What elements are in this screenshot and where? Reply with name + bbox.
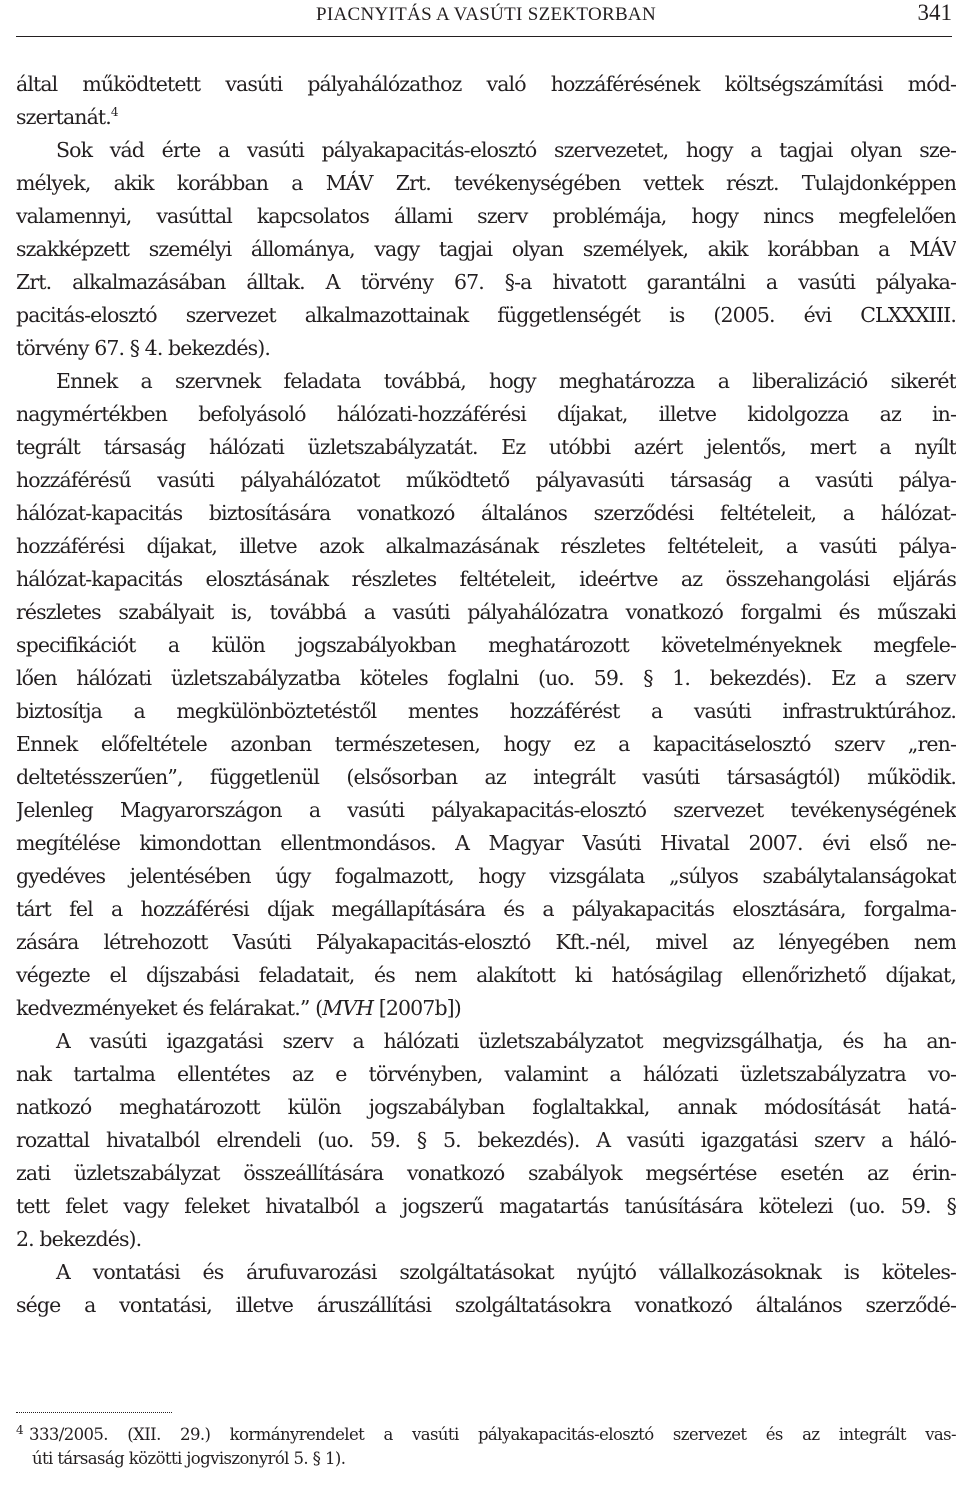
body-line: [16, 101, 956, 134]
body-line-text: tett felet vagy feleket hivatalból a jogszerű magatartás tanúsítására kötelezi (uo. 59. §: [16, 1194, 956, 1218]
running-title: PIACNYITÁS A VASÚTI SZEKTORBAN: [316, 4, 656, 25]
body-line-text: nak tartalma ellentétes az e törvényben, valamint a hálózati üzletszabályzatra vo-: [16, 1062, 956, 1086]
body-line-text: lően hálózati üzletszabályzatba köteles foglalni (uo. 59. § 1. bekezdés). Ez a szerv: [16, 666, 956, 690]
body-line: [16, 332, 956, 365]
footnote-line: [16, 1447, 956, 1471]
body-line: [16, 68, 956, 101]
body-line: [16, 1091, 956, 1124]
body-line-text: zására létrehozott Vasúti Pályakapacitás-elosztó Kft.-nél, mivel az lényegében nem: [16, 930, 956, 954]
body-line-text: Zrt. alkalmazásában álltak. A törvény 67. §-a hivatott garantálni a vasúti pályaka-: [16, 270, 956, 294]
body-line: [16, 497, 956, 530]
body-line: [16, 1190, 956, 1223]
body-line: [16, 464, 956, 497]
body-line-text: gyedéves jelentésében úgy fogalmazott, hogy vizsgálata „súlyos szabálytalanságokat: [16, 864, 956, 888]
body-line-text: deltetésszerűen”, függetlenül (elsősorban az integrált vasúti társaságtól) működik.: [16, 765, 956, 789]
body-line-text: Ennek előfeltétele azonban természetesen, hogy ez a kapacitáselosztó szerv „ren-: [16, 732, 956, 756]
body-line: [16, 431, 956, 464]
page-number: 341: [917, 0, 952, 25]
body-line: [16, 563, 956, 596]
body-line-text: szakképzett személyi állománya, vagy tagjai olyan személyek, akik korábban a MÁV: [16, 237, 956, 261]
body-line: [16, 761, 956, 794]
body-line: [16, 992, 956, 1025]
footnote-text: úti társaság közötti jogviszonyról 5. § 1).: [32, 1449, 346, 1468]
body-line-text: zati üzletszabályzat összeállítására vonatkozó szabályok megsértése esetén az érin-: [16, 1161, 956, 1185]
body-line: [16, 1256, 956, 1289]
footnote-list: [16, 1423, 956, 1471]
body-line: [16, 200, 956, 233]
body-line-text: végezte el díjszabási feladatait, és nem alakított ki hatóságilag ellenőrizhető díjakat,: [16, 963, 956, 987]
body-line: [16, 596, 956, 629]
footnote-separator: [16, 1412, 172, 1413]
body-line: [16, 695, 956, 728]
body-line: [16, 1058, 956, 1091]
body-line: [16, 134, 956, 167]
body-line-text: rozattal hivatalból elrendeli (uo. 59. § 5. bekezdés). A vasúti igazgatási szerv a háló-: [16, 1128, 956, 1152]
body-line-text: megítélése kimondottan ellentmondásos. A Magyar Vasúti Hivatal 2007. évi első ne-: [16, 831, 956, 855]
body-line-text: Jelenleg Magyarországon a vasúti pályakapacitás-elosztó szervezet tevékenységének: [16, 798, 956, 822]
body-line-text: tárt fel a hozzáférési díjak megállapítására és a pályakapacitás elosztására, forgalma-: [16, 897, 956, 921]
body-line-text: hálózat-kapacitás biztosítására vonatkozó általános szerződési feltételeit, a hálózat-: [16, 501, 956, 525]
body-line: [16, 959, 956, 992]
body-line-text: nagymértékben befolyásoló hálózati-hozzáférési díjakat, illetve kidolgozza az in-: [16, 402, 956, 426]
footnote-text: 333/2005. (XII. 29.) kormányrendelet a vasúti pályakapacitás-elosztó szervezet és az integrált vas-: [29, 1425, 956, 1444]
body-line: [16, 662, 956, 695]
body-line-text: valamennyi, vasúttal kapcsolatos állami szerv problémája, hogy nincs megfelelően: [16, 204, 956, 228]
body-line: [16, 827, 956, 860]
body-line-text: Sok vád érte a vasúti pályakapacitás-elosztó szervezetet, hogy a tagjai olyan sze-: [56, 138, 956, 162]
body-line-text: pacitás-elosztó szervezet alkalmazottainak függetlenségét is (2005. évi CLXXXIII.: [16, 303, 956, 327]
body-line-text: Ennek a szervnek feladata továbbá, hogy meghatározza a liberalizáció sikerét: [56, 369, 956, 393]
body-line-text: 2. bekezdés).: [16, 1227, 142, 1251]
body-line: [16, 860, 956, 893]
body-line: [16, 794, 956, 827]
body-line: [16, 926, 956, 959]
body-line-text: sége a vontatási, illetve áruszállítási szolgáltatásokra vonatkozó általános szerződé-: [16, 1293, 956, 1317]
body-line: [16, 167, 956, 200]
body-line-text: által működtetett vasúti pályahálózathoz való hozzáférésének költségszámítási mód-: [16, 72, 956, 96]
body-line: [16, 1223, 956, 1256]
body-line: [16, 266, 956, 299]
body-line-text: specifikációt a külön jogszabályokban meghatározott követelményeknek megfele-: [16, 633, 956, 657]
body-line-text: szertanát.: [16, 105, 111, 129]
body-line: [16, 629, 956, 662]
body-line-text: mélyek, akik korábban a MÁV Zrt. tevékenységében vettek részt. Tulajdonképpen: [16, 171, 956, 195]
body-line-text: biztosítja a megkülönböztetéstől mentes hozzáférést a vasúti infrastruktúrához.: [16, 699, 956, 723]
footnote-reference: 4: [110, 105, 118, 120]
body-line: [16, 365, 956, 398]
body-line: [16, 1025, 956, 1058]
body-line-text: hálózat-kapacitás elosztásának részletes feltételeit, ideértve az összehangolási eljárás: [16, 567, 956, 591]
footnote-line: [16, 1423, 956, 1447]
body-line: [16, 1157, 956, 1190]
body-line-text: A vontatási és árufuvarozási szolgáltatásokat nyújtó vállalkozásoknak is köteles-: [56, 1260, 956, 1284]
body-line: [16, 893, 956, 926]
body-line: [16, 233, 956, 266]
body-line-text: tegrált társaság hálózati üzletszabályzatát. Ez utóbbi azért jelentős, mert a nyílt: [16, 435, 956, 459]
body-line-text: részletes szabályait is, továbbá a vasúti pályahálózatra vonatkozó forgalmi és műszaki: [16, 600, 956, 624]
body-line: [16, 728, 956, 761]
body-line: [16, 299, 956, 332]
body-line: [16, 530, 956, 563]
footnote-marker: 4: [16, 1423, 24, 1437]
footnotes: [16, 1412, 956, 1471]
citation-author: MVH: [322, 996, 374, 1020]
body-line-text: törvény 67. § 4. bekezdés).: [16, 336, 270, 360]
body-line: [16, 1289, 956, 1322]
body-line-text: kedvezményeket és felárakat.” (: [16, 996, 323, 1020]
body-line-text: A vasúti igazgatási szerv a hálózati üzletszabályzatot megvizsgálhatja, és ha an-: [56, 1029, 956, 1053]
body-line: [16, 1124, 956, 1157]
body-line: [16, 398, 956, 431]
body-text: [16, 68, 956, 1322]
citation-tail: [2007b]): [373, 996, 461, 1020]
body-line-text: natkozó meghatározott külön jogszabályban foglaltakkal, annak módosítását hatá-: [16, 1095, 956, 1119]
running-header: [16, 0, 952, 37]
body-line-text: hozzáférésű vasúti pályahálózatot működtető pályavasúti társaság a vasúti pálya-: [16, 468, 956, 492]
body-line-text: hozzáférési díjakat, illetve azok alkalmazásának részletes feltételeit, a vasúti pálya-: [16, 534, 956, 558]
